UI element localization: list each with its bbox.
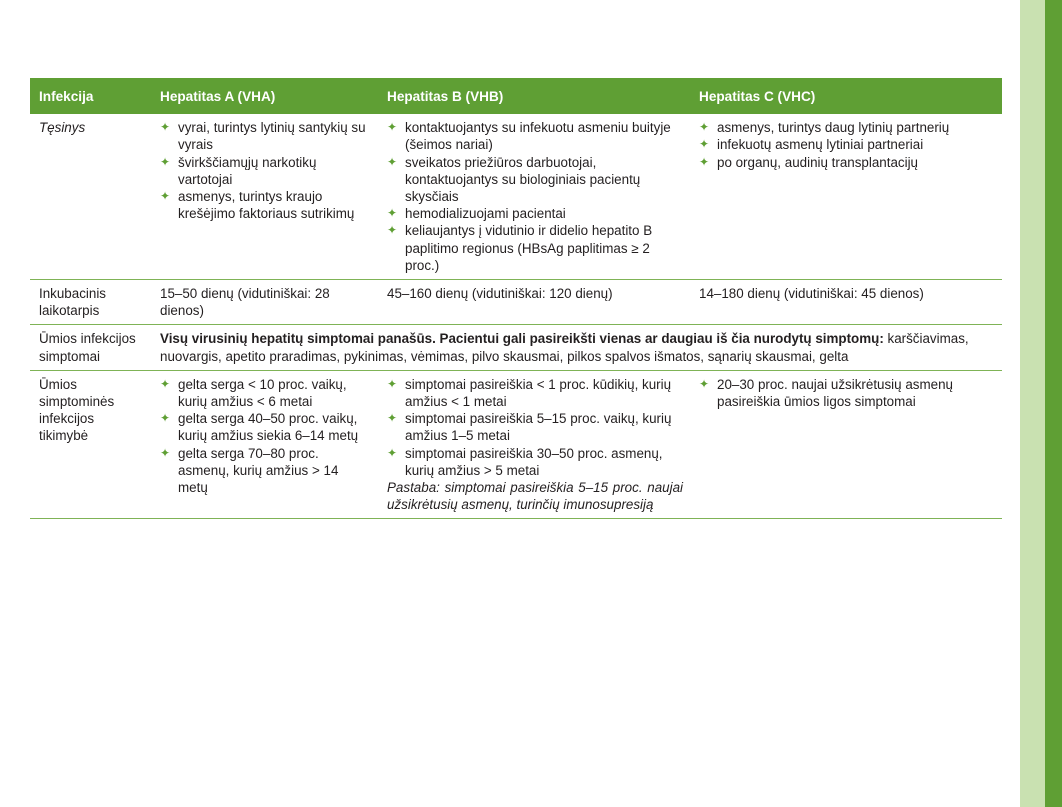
list-continued-c: [699, 119, 994, 171]
row-symptoms: [30, 325, 1002, 370]
list-item: [160, 154, 371, 188]
list-item-text: gelta serga < 10 proc. vaikų, kurių amžius < 6 metai: [178, 376, 347, 410]
symptoms-bold-text: Visų virusinių hepatitų simptomai panašūs. Pacientui gali pasireikšti vienas ar daugiau iš čia nurodytų simptomų:: [160, 331, 884, 347]
cell-likelihood-b: [379, 370, 691, 519]
cell-incubation-c: 14–180 dienų (vidutiniškai: 45 dienos): [691, 280, 1002, 325]
header-hepatitis-c: Hepatitas C (VHC): [691, 78, 1002, 114]
cell-likelihood-a: [152, 370, 379, 519]
cell-continued-a: [152, 114, 379, 279]
header-infekcija: Infekcija: [30, 78, 152, 114]
bullet-icon: ✦: [699, 154, 710, 169]
cell-continued-b: [379, 114, 691, 279]
cell-incubation-a: 15–50 dienų (vidutiniškai: 28 dienos): [152, 280, 379, 325]
bullet-icon: ✦: [387, 120, 398, 135]
list-item-text: 20–30 proc. naujai užsikrėtusių asmenų pasireiškia ūmios ligos simptomai: [717, 376, 953, 410]
table-header-row: [30, 78, 1002, 114]
list-item: [387, 205, 683, 222]
row-likelihood: [30, 370, 1002, 519]
list-item-text: asmenys, turintys daug lytinių partnerių: [717, 120, 950, 136]
row-continued: [30, 114, 1002, 279]
list-item-text: sveikatos priežiūros darbuotojai, kontaktuojantys su biologiniais pacientų skysčiais: [405, 154, 641, 205]
list-likelihood-b: [387, 376, 683, 479]
list-likelihood-a: [160, 376, 371, 496]
list-item-text: infekuotų asmenų lytiniai partneriai: [717, 137, 924, 153]
hepatitis-table: [30, 78, 1002, 519]
list-item-text: simptomai pasireiškia 30–50 proc. asmenų, kurių amžius > 5 metai: [405, 445, 663, 478]
list-item-text: simptomai pasireiškia < 1 proc. kūdikių, kurių amžius < 1 metai: [405, 376, 672, 410]
list-continued-b: [387, 119, 683, 274]
cell-continued-c: [691, 114, 1002, 279]
list-item-text: po organų, audinių transplantacijų: [717, 154, 919, 170]
row-incubation: [30, 280, 1002, 325]
list-item: [160, 119, 371, 153]
likelihood-b-note: Pastaba: simptomai pasireiškia 5–15 proc. naujai užsikrėtusių asmenų, turinčių imunosupresiją: [387, 480, 683, 513]
list-item: [160, 376, 371, 410]
list-item-text: hemodializuojami pacientai: [405, 206, 566, 222]
list-item-text: kontaktuojantys su infekuotu asmeniu buityje (šeimos nariai): [405, 120, 671, 153]
list-item: [387, 445, 683, 479]
list-item: [699, 154, 994, 171]
list-item: [699, 376, 994, 410]
list-likelihood-c: [699, 376, 994, 410]
list-continued-a: [160, 119, 371, 222]
bullet-icon: ✦: [160, 120, 171, 135]
list-item: [699, 136, 994, 153]
list-item: [699, 119, 994, 136]
cell-likelihood-c: [691, 370, 1002, 519]
list-item: [387, 376, 683, 410]
list-item: [160, 445, 371, 497]
list-item: [387, 119, 683, 153]
list-item-text: gelta serga 40–50 proc. vaikų, kurių amžius siekia 6–14 metų: [178, 411, 359, 444]
list-item-text: gelta serga 70–80 proc. asmenų, kurių amžius > 14 metų: [178, 445, 339, 496]
list-item-text: simptomai pasireiškia 5–15 proc. vaikų, kurių amžius 1–5 metai: [405, 411, 672, 444]
bullet-icon: ✦: [387, 206, 398, 221]
list-item: [160, 410, 371, 444]
list-item: [387, 154, 683, 206]
list-item-text: asmenys, turintys kraujo krešėjimo faktoriaus sutrikimų: [178, 189, 355, 222]
row-label-symptoms: Ūmios infekcijos simptomai: [30, 325, 152, 370]
cell-incubation-b: 45–160 dienų (vidutiniškai: 120 dienų): [379, 280, 691, 325]
side-tab-dark: [1045, 0, 1062, 807]
cell-symptoms: [152, 325, 1002, 370]
header-hepatitis-b: Hepatitas B (VHB): [379, 78, 691, 114]
list-item: [387, 410, 683, 444]
symptoms-text: karščiavimas, nuovargis, apetito praradimas, pykinimas, vėmimas, pilvo skausmai, pilkos spalvos išmatos, sąnarių skausmai, gelta: [160, 331, 969, 364]
bullet-icon: ✦: [387, 411, 398, 426]
list-item-text: švirkščiamųjų narkotikų vartotojai: [178, 154, 317, 187]
header-hepatitis-a: Hepatitas A (VHA): [152, 78, 379, 114]
row-label-continued: Tęsinys: [30, 114, 152, 279]
list-item: [387, 222, 683, 274]
list-item: [160, 188, 371, 222]
bullet-icon: ✦: [699, 376, 710, 391]
row-label-incubation: Inkubacinis laikotarpis: [30, 280, 152, 325]
bullet-icon: ✦: [387, 445, 398, 460]
side-tab-light: [1020, 0, 1045, 807]
bullet-icon: ✦: [387, 154, 398, 169]
bullet-icon: ✦: [160, 154, 171, 169]
bullet-icon: ✦: [160, 445, 171, 460]
bullet-icon: ✦: [160, 376, 171, 391]
bullet-icon: ✦: [387, 223, 398, 238]
bullet-icon: ✦: [699, 137, 710, 152]
bullet-icon: ✦: [387, 376, 398, 391]
bullet-icon: ✦: [160, 189, 171, 204]
row-label-likelihood: Ūmios simptominės infekcijos tikimybė: [30, 370, 152, 519]
bullet-icon: ✦: [160, 411, 171, 426]
bullet-icon: ✦: [699, 120, 710, 135]
list-item-text: vyrai, turintys lytinių santykių su vyrais: [178, 120, 366, 153]
list-item-text: keliaujantys į vidutinio ir didelio hepatito B paplitimo regionus (HBsAg paplitimas ≥ 2 proc.): [405, 223, 653, 273]
